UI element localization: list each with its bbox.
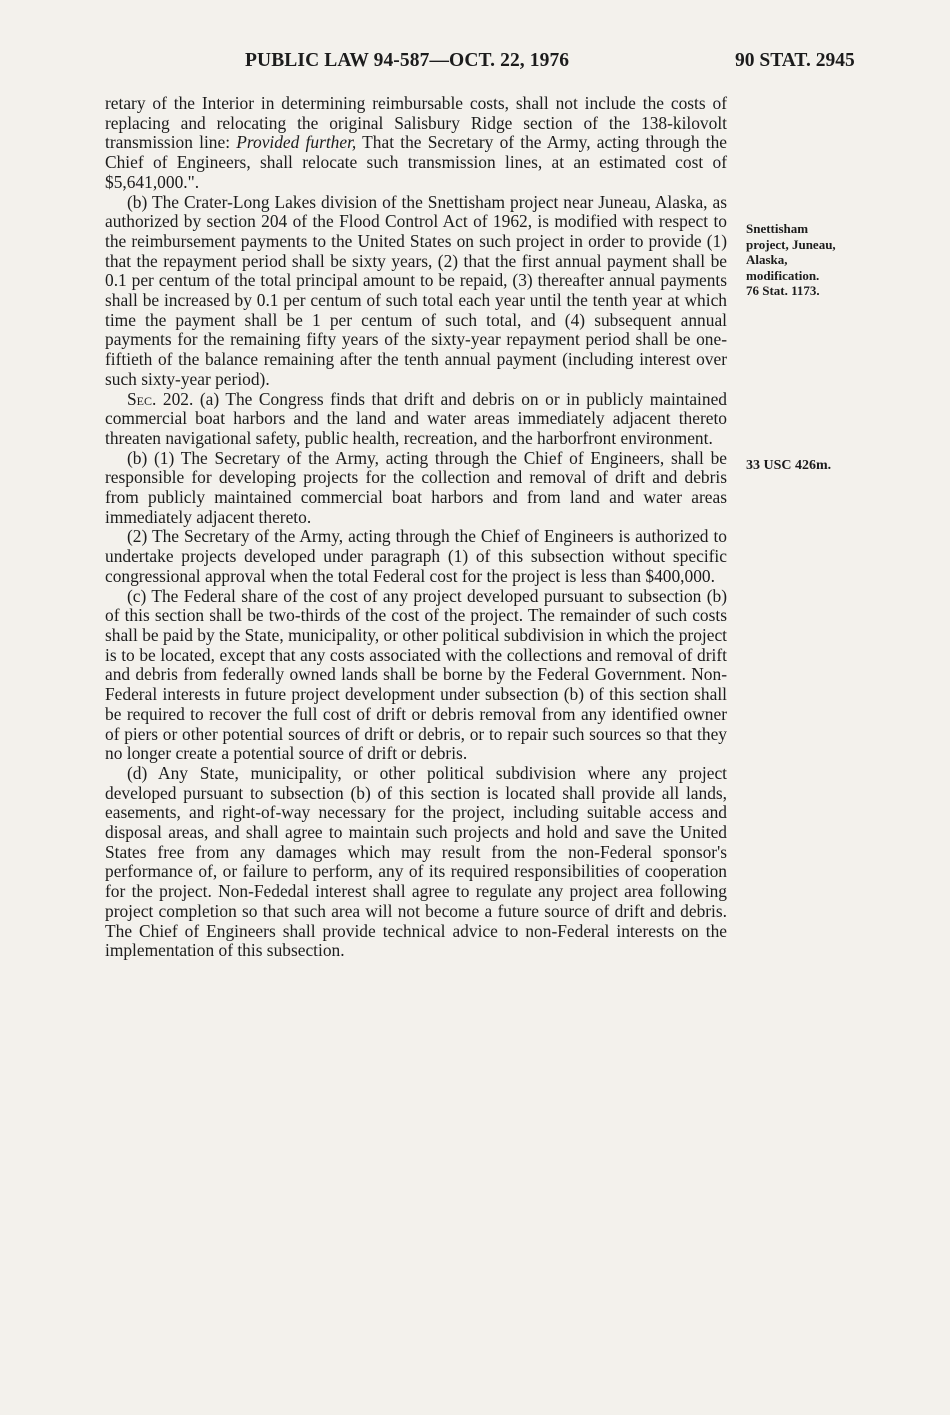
margin-note-snettisham <box>746 221 836 299</box>
paragraph-continuation <box>105 94 727 193</box>
paragraph-subsection-d: (d) Any State, municipality, or other political subdivision where any project developed pursuant to subsection (b) of this section is located shall provide all lands, easements, and right-of-way necessary for the project, including suitable access and disposal areas, and shall agree to maintain such projects and hold and save the United States free from any damages which may result from the non-Federal sponsor's performance of, or failure to perform, any of its required responsibilities of cooperation for the project. Non-Fededal interest shall agree to regulate any project area following project completion so that such area will not become a future source of drift and debris. The Chief of Engineers shall provide technical advice to non-Federal interests on the implementation of this subsection. <box>105 762 727 961</box>
margin-note-line: project, Juneau, <box>746 236 836 252</box>
paragraph-subsection-b-1: (b) (1) The Secretary of the Army, acting through the Chief of Engineers, shall be responsible for developing projects for the collection and removal of drift and debris from publicly maintained commercial boat harbors and from land and water areas immediately adjacent thereto. <box>105 447 727 527</box>
paragraph-text: 202. (a) The Congress finds that drift and debris on or in publicly maintained commercial boat harbors and the land and water areas immediately adjacent thereto threaten navigational safety, public health, recreation, and the harborfront environment. <box>105 388 727 448</box>
running-header-stat: 90 STAT. 2945 <box>735 50 855 71</box>
paragraph-subsection-b-2: (2) The Secretary of the Army, acting through the Chief of Engineers is authorized to undertake projects developed under paragraph (1) of this subsection without specific congressional approval when the total Federal cost for the project is less than $400,000. <box>105 526 727 586</box>
paragraph-text: retary of the Interior in determining reimbursable costs, shall not include the costs of replacing and relocating the original Salisbury Ridge section of the 138-kilovolt transmission line: <box>105 93 727 153</box>
running-header-law: PUBLIC LAW 94-587—OCT. 22, 1976 <box>245 50 570 71</box>
provided-further-italic: Provided further, <box>236 132 357 153</box>
margin-note-line: Alaska, <box>746 252 788 267</box>
section-label: Sec. <box>127 388 157 409</box>
margin-note-usc: 33 USC 426m. <box>746 458 832 473</box>
paragraph-subsection-b-snettisham: (b) The Crater-Long Lakes division of the Snettisham project near Juneau, Alaska, as authorized by section 204 of the Flood Control Act of 1962, is modified with respect to the reimbursement payments to the United States on such project in order to provide (1) that the repayment period shall be sixty years, (2) that the first annual payment shall be 0.1 per centum of the total principal amount to be repaid, (3) thereafter annual payments shall be increased by 0.1 per centum of such total each year until the tenth year at which time the payment shall be 1 per centum of such total, and (4) subsequent annual payments for the remaining fifty years of the sixty-year repayment period shall be one-fiftieth of the balance remaining after the tenth annual payment (including interest over such sixty-year period). <box>105 191 727 389</box>
margin-note-line: modification. <box>746 267 820 283</box>
margin-note-line: Snettisham <box>746 221 809 236</box>
margin-note-line: 76 Stat. 1173. <box>746 283 820 298</box>
paragraph-text: That the Secretary of the Army, acting through the Chief of Engineers, shall relocate such transmission lines, at an estimated cost of $5,641,000.". <box>105 132 727 192</box>
paragraph-subsection-c: (c) The Federal share of the cost of any project developed pursuant to subsection (b) of this section shall be two-thirds of the cost of the project. The remainder of such costs shall be paid by the State, municipality, or other political subdivision in which the project is to be located, except that any costs associated with the collections and removal of drift and debris from federally owned lands shall be borne by the Federal Government. Non-Federal interests in future project development under subsection (b) of this section shall be required to recover the full cost of drift or debris removal from any identified owner of piers or other potential sources of drift or debris, or to repair such sources so that they no longer create a potential source of drift or debris. <box>105 585 727 764</box>
body-text <box>105 94 727 961</box>
paragraph-section-202-a <box>105 390 727 449</box>
